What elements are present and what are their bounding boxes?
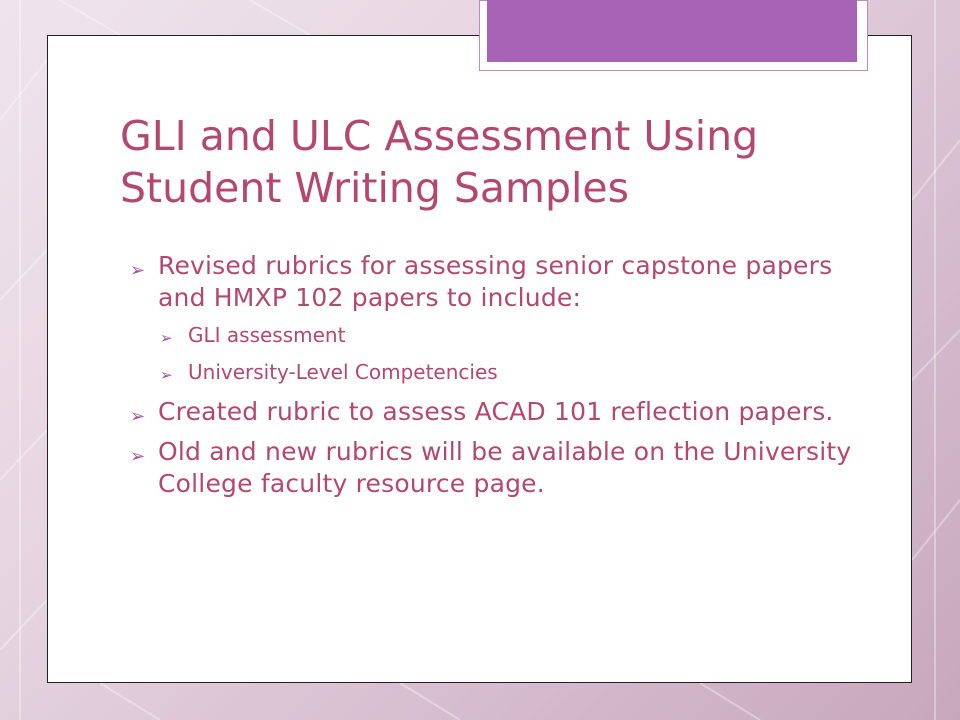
bullet-text: Created rubric to assess ACAD 101 reflection papers. <box>158 397 834 426</box>
bullet-list <box>130 250 870 508</box>
bullet-text: Old and new rubrics will be available on the University College faculty resource page. <box>158 437 852 498</box>
bullet-item <box>130 396 870 428</box>
arrow-bullet-icon: ➢ <box>160 329 173 347</box>
arrow-bullet-icon: ➢ <box>130 260 146 281</box>
sub-bullet-text: GLI assessment <box>188 323 346 347</box>
sub-bullet-text: University-Level Competencies <box>188 360 498 384</box>
accent-bar <box>487 0 857 62</box>
slide-title: GLI and ULC Assessment Using Student Writing Samples <box>120 112 759 212</box>
bullet-item <box>130 436 870 500</box>
arrow-bullet-icon: ➢ <box>130 406 146 427</box>
arrow-bullet-icon: ➢ <box>160 366 173 384</box>
bullet-text: Revised rubrics for assessing senior capstone papers and HMXP 102 papers to include: <box>158 251 833 312</box>
bullet-item <box>130 250 870 314</box>
arrow-bullet-icon: ➢ <box>130 446 146 467</box>
sub-bullet-item <box>130 322 870 348</box>
sub-bullet-item <box>130 359 870 385</box>
